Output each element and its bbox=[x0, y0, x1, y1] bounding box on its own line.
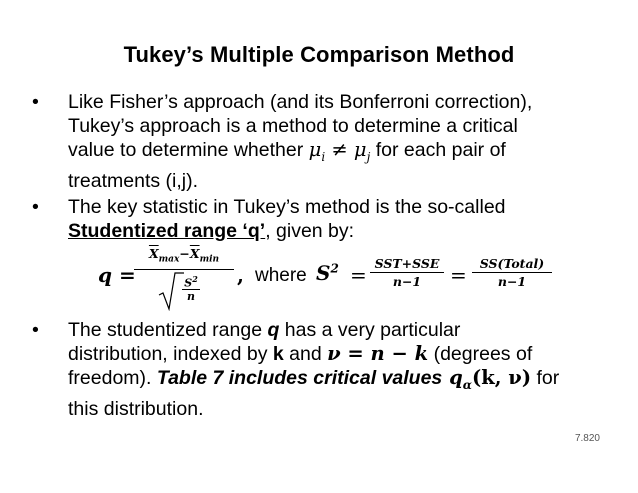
x-bar-max: $\overline{X}$ bbox=[148, 246, 159, 261]
minus-sign: − bbox=[179, 246, 190, 261]
q-alpha-symbol: q bbox=[442, 366, 463, 389]
bullet3-line2-a: distribution, indexed by bbox=[68, 343, 273, 365]
bullet3-line2-c: (degrees of bbox=[428, 343, 533, 365]
bullet3-line3-a: freedom). bbox=[68, 367, 157, 389]
q-alpha bbox=[442, 366, 472, 392]
mu-symbol: μ bbox=[353, 138, 367, 161]
sst-sse-fraction bbox=[370, 256, 444, 289]
q-alpha-args: (k, ν) bbox=[471, 366, 532, 389]
not-equal-symbol: ≠ bbox=[325, 138, 354, 161]
equals-1: = bbox=[350, 263, 367, 287]
bullet3-line3 bbox=[68, 366, 618, 397]
bullet2-line1: The key statistic in Tukey’s method is the so-called bbox=[68, 195, 506, 218]
bullet1-line3 bbox=[68, 138, 618, 169]
bullet3-line4: this distribution. bbox=[68, 397, 204, 420]
bullet2-line2-rest: , given by: bbox=[265, 219, 355, 242]
q-fraction bbox=[134, 246, 234, 311]
sqrt-denominator bbox=[134, 271, 234, 311]
fraction-bar bbox=[134, 269, 234, 270]
slide-title: Tukey’s Multiple Comparison Method bbox=[123, 42, 515, 67]
bullet-key-statistic bbox=[28, 195, 618, 243]
sqrt-sign-icon bbox=[158, 271, 184, 311]
mu-subscript-j: j bbox=[366, 149, 371, 164]
bullet3-line1-a: The studentized range bbox=[68, 319, 268, 341]
sqrt-den: n bbox=[187, 290, 195, 304]
bullet1-line2: Tukey’s approach is a method to determine a critical bbox=[68, 115, 518, 137]
mu-i bbox=[308, 138, 326, 164]
sub-max: max bbox=[158, 254, 180, 265]
fraction-bar bbox=[370, 272, 444, 273]
frac3-denominator: n−1 bbox=[497, 274, 527, 289]
bullet-marker: • bbox=[32, 195, 39, 218]
s-exponent: 2 bbox=[330, 261, 339, 276]
bullet1-line3-a: value to determine whether bbox=[68, 139, 309, 161]
frac3-numerator: SS(Total) bbox=[479, 256, 545, 271]
equals-2: = bbox=[450, 263, 467, 287]
bullet3-line1-b: has a very particular bbox=[279, 319, 461, 341]
s-symbol: S bbox=[316, 261, 331, 285]
q-formula bbox=[98, 246, 618, 316]
frac2-denominator: n−1 bbox=[392, 274, 422, 289]
bullet-list bbox=[28, 90, 618, 245]
bullet3-line1 bbox=[68, 318, 618, 342]
bullet-list-2 bbox=[28, 318, 618, 423]
bullet3-line2-b: and bbox=[283, 343, 328, 365]
q-numerator bbox=[134, 246, 234, 268]
q-symbol: q bbox=[267, 319, 280, 341]
where-word: where bbox=[255, 265, 307, 286]
k-symbol: k bbox=[272, 343, 284, 365]
bullet-fisher-comparison bbox=[28, 90, 618, 193]
bullet3-line3-b: for bbox=[531, 367, 560, 389]
frac2-numerator: SST+SSE bbox=[374, 256, 440, 271]
bullet3-line2 bbox=[68, 342, 618, 366]
s-symbol: S bbox=[184, 276, 193, 290]
s-squared bbox=[316, 261, 339, 285]
bullet1-line3-b: for each pair of bbox=[370, 139, 506, 161]
s-exponent: 2 bbox=[192, 273, 198, 284]
q-equals: q = bbox=[98, 263, 136, 287]
alpha-subscript: α bbox=[462, 377, 472, 392]
bullet1-line4: treatments (i,j). bbox=[68, 169, 199, 192]
sqrt-inner-fraction bbox=[182, 273, 200, 305]
mu-symbol: μ bbox=[308, 138, 322, 161]
bullet-marker: • bbox=[32, 319, 39, 341]
studentized-range-term: Studentized range ‘q’ bbox=[68, 219, 266, 242]
x-bar-min: $\overline{X}$ bbox=[189, 246, 200, 261]
fraction-bar bbox=[472, 272, 552, 273]
sqrt-num bbox=[182, 273, 200, 290]
formula-comma: , bbox=[237, 263, 244, 287]
bullet2-line2 bbox=[68, 219, 618, 243]
sub-min: min bbox=[199, 254, 220, 265]
ss-total-fraction bbox=[472, 256, 552, 289]
mu-subscript-i: i bbox=[321, 149, 326, 164]
mu-j bbox=[353, 138, 371, 164]
page-number: 7.820 bbox=[574, 433, 600, 444]
bullet1-line1: Like Fisher’s approach (and its Bonferroni correction), bbox=[68, 91, 533, 113]
bullet-marker: • bbox=[32, 91, 39, 113]
bullet-studentized-distribution bbox=[28, 318, 618, 421]
table7-reference: Table 7 includes critical values bbox=[156, 367, 443, 389]
nu-equation: ν = n − k bbox=[327, 342, 429, 365]
